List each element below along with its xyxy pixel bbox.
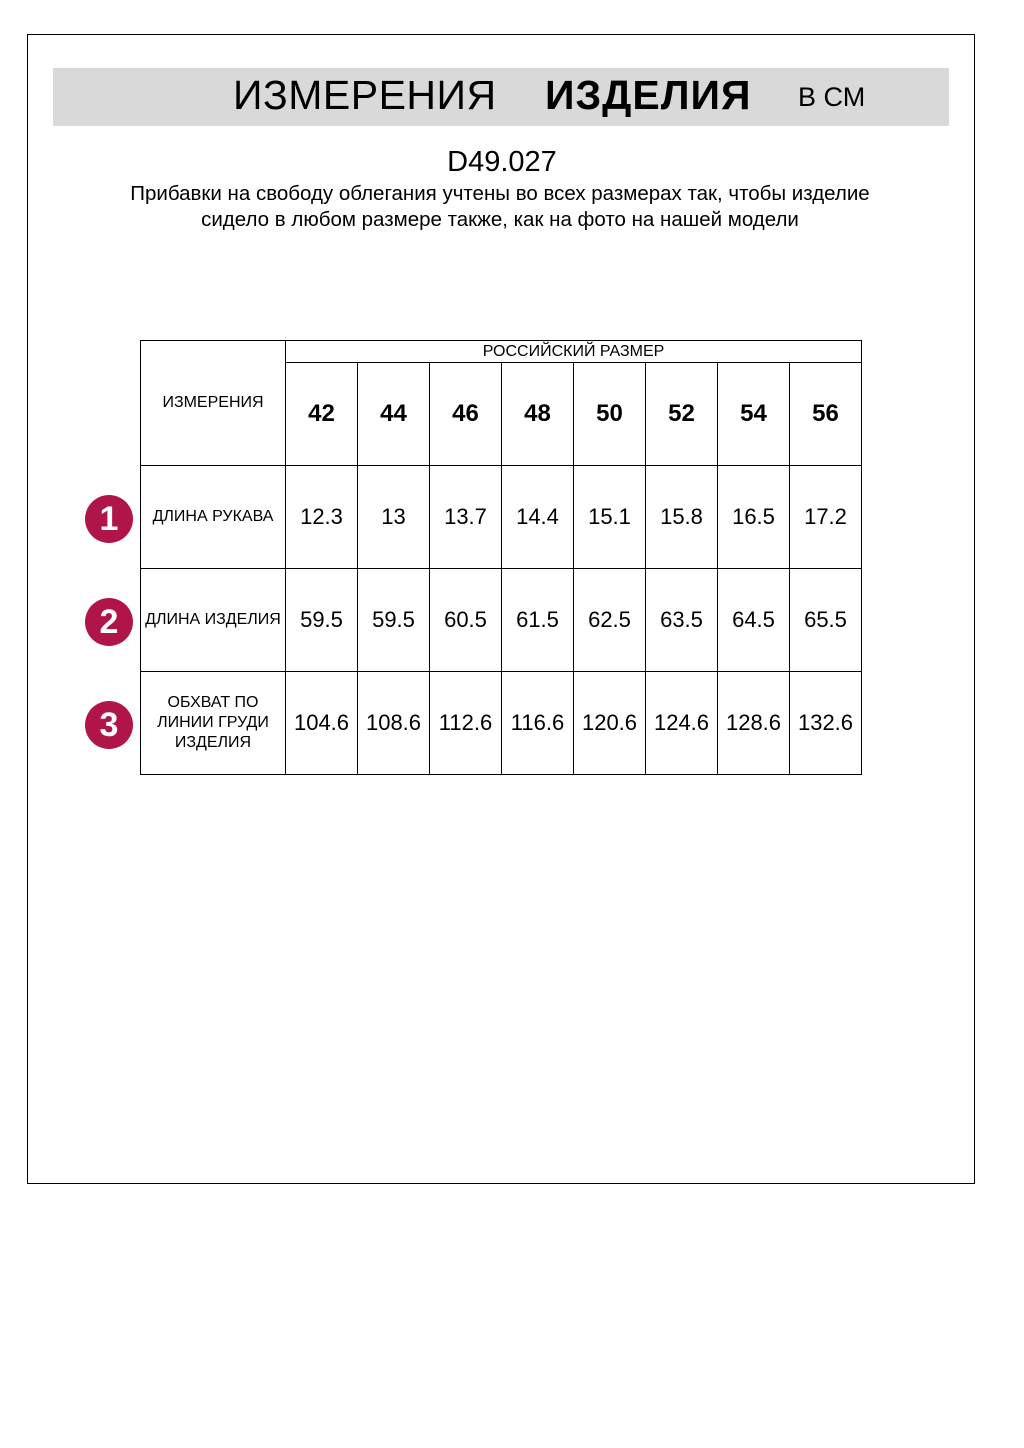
number-badge-1: 1 — [85, 495, 133, 543]
table-cell: 16.5 — [718, 466, 790, 569]
table-cell: 120.6 — [574, 672, 646, 775]
size-header: 42 — [286, 363, 358, 466]
number-badge-2: 2 — [85, 598, 133, 646]
size-header: 44 — [358, 363, 430, 466]
number-badge-3: 3 — [85, 701, 133, 749]
table-cell: 60.5 — [430, 569, 502, 672]
size-header: 52 — [646, 363, 718, 466]
table-cell: 61.5 — [502, 569, 574, 672]
table-cell: 132.6 — [790, 672, 862, 775]
size-header: 50 — [574, 363, 646, 466]
row-label: ДЛИНА РУКАВА — [141, 466, 286, 569]
row-label: ОБХВАТ ПО ЛИНИИ ГРУДИ ИЗДЕЛИЯ — [141, 672, 286, 775]
table-row — [141, 466, 862, 569]
size-group-header: РОССИЙСКИЙ РАЗМЕР — [286, 341, 862, 363]
table-cell: 59.5 — [286, 569, 358, 672]
table-cell: 59.5 — [358, 569, 430, 672]
units-label: В СМ — [798, 82, 866, 112]
table-cell: 13.7 — [430, 466, 502, 569]
table-cell: 65.5 — [790, 569, 862, 672]
table-cell: 62.5 — [574, 569, 646, 672]
corner-label: ИЗМЕРЕНИЯ — [141, 341, 286, 466]
title-regular: ИЗМЕРЕНИЯ — [233, 72, 497, 118]
title-banner — [53, 68, 949, 126]
table-cell: 64.5 — [718, 569, 790, 672]
fit-note: Прибавки на свободу облегания учтены во всех размерах так, чтобы изделие сидело в любом размере также, как на фото на нашей модели — [130, 182, 870, 231]
table-cell: 12.3 — [286, 466, 358, 569]
size-header: 56 — [790, 363, 862, 466]
size-header: 48 — [502, 363, 574, 466]
size-table — [140, 340, 862, 775]
table-row — [141, 569, 862, 672]
table-cell: 15.1 — [574, 466, 646, 569]
article-code: D49.027 — [447, 146, 557, 178]
table-cell: 13 — [358, 466, 430, 569]
table-cell: 15.8 — [646, 466, 718, 569]
row-label: ДЛИНА ИЗДЕЛИЯ — [141, 569, 286, 672]
table-cell: 17.2 — [790, 466, 862, 569]
size-header: 54 — [718, 363, 790, 466]
table-cell: 128.6 — [718, 672, 790, 775]
table-cell: 63.5 — [646, 569, 718, 672]
table-cell: 14.4 — [502, 466, 574, 569]
table-row — [141, 672, 862, 775]
table-cell: 108.6 — [358, 672, 430, 775]
table-cell: 116.6 — [502, 672, 574, 775]
table-cell: 112.6 — [430, 672, 502, 775]
table-cell: 124.6 — [646, 672, 718, 775]
size-header: 46 — [430, 363, 502, 466]
title-bold: ИЗДЕЛИЯ — [545, 72, 752, 118]
table-cell: 104.6 — [286, 672, 358, 775]
